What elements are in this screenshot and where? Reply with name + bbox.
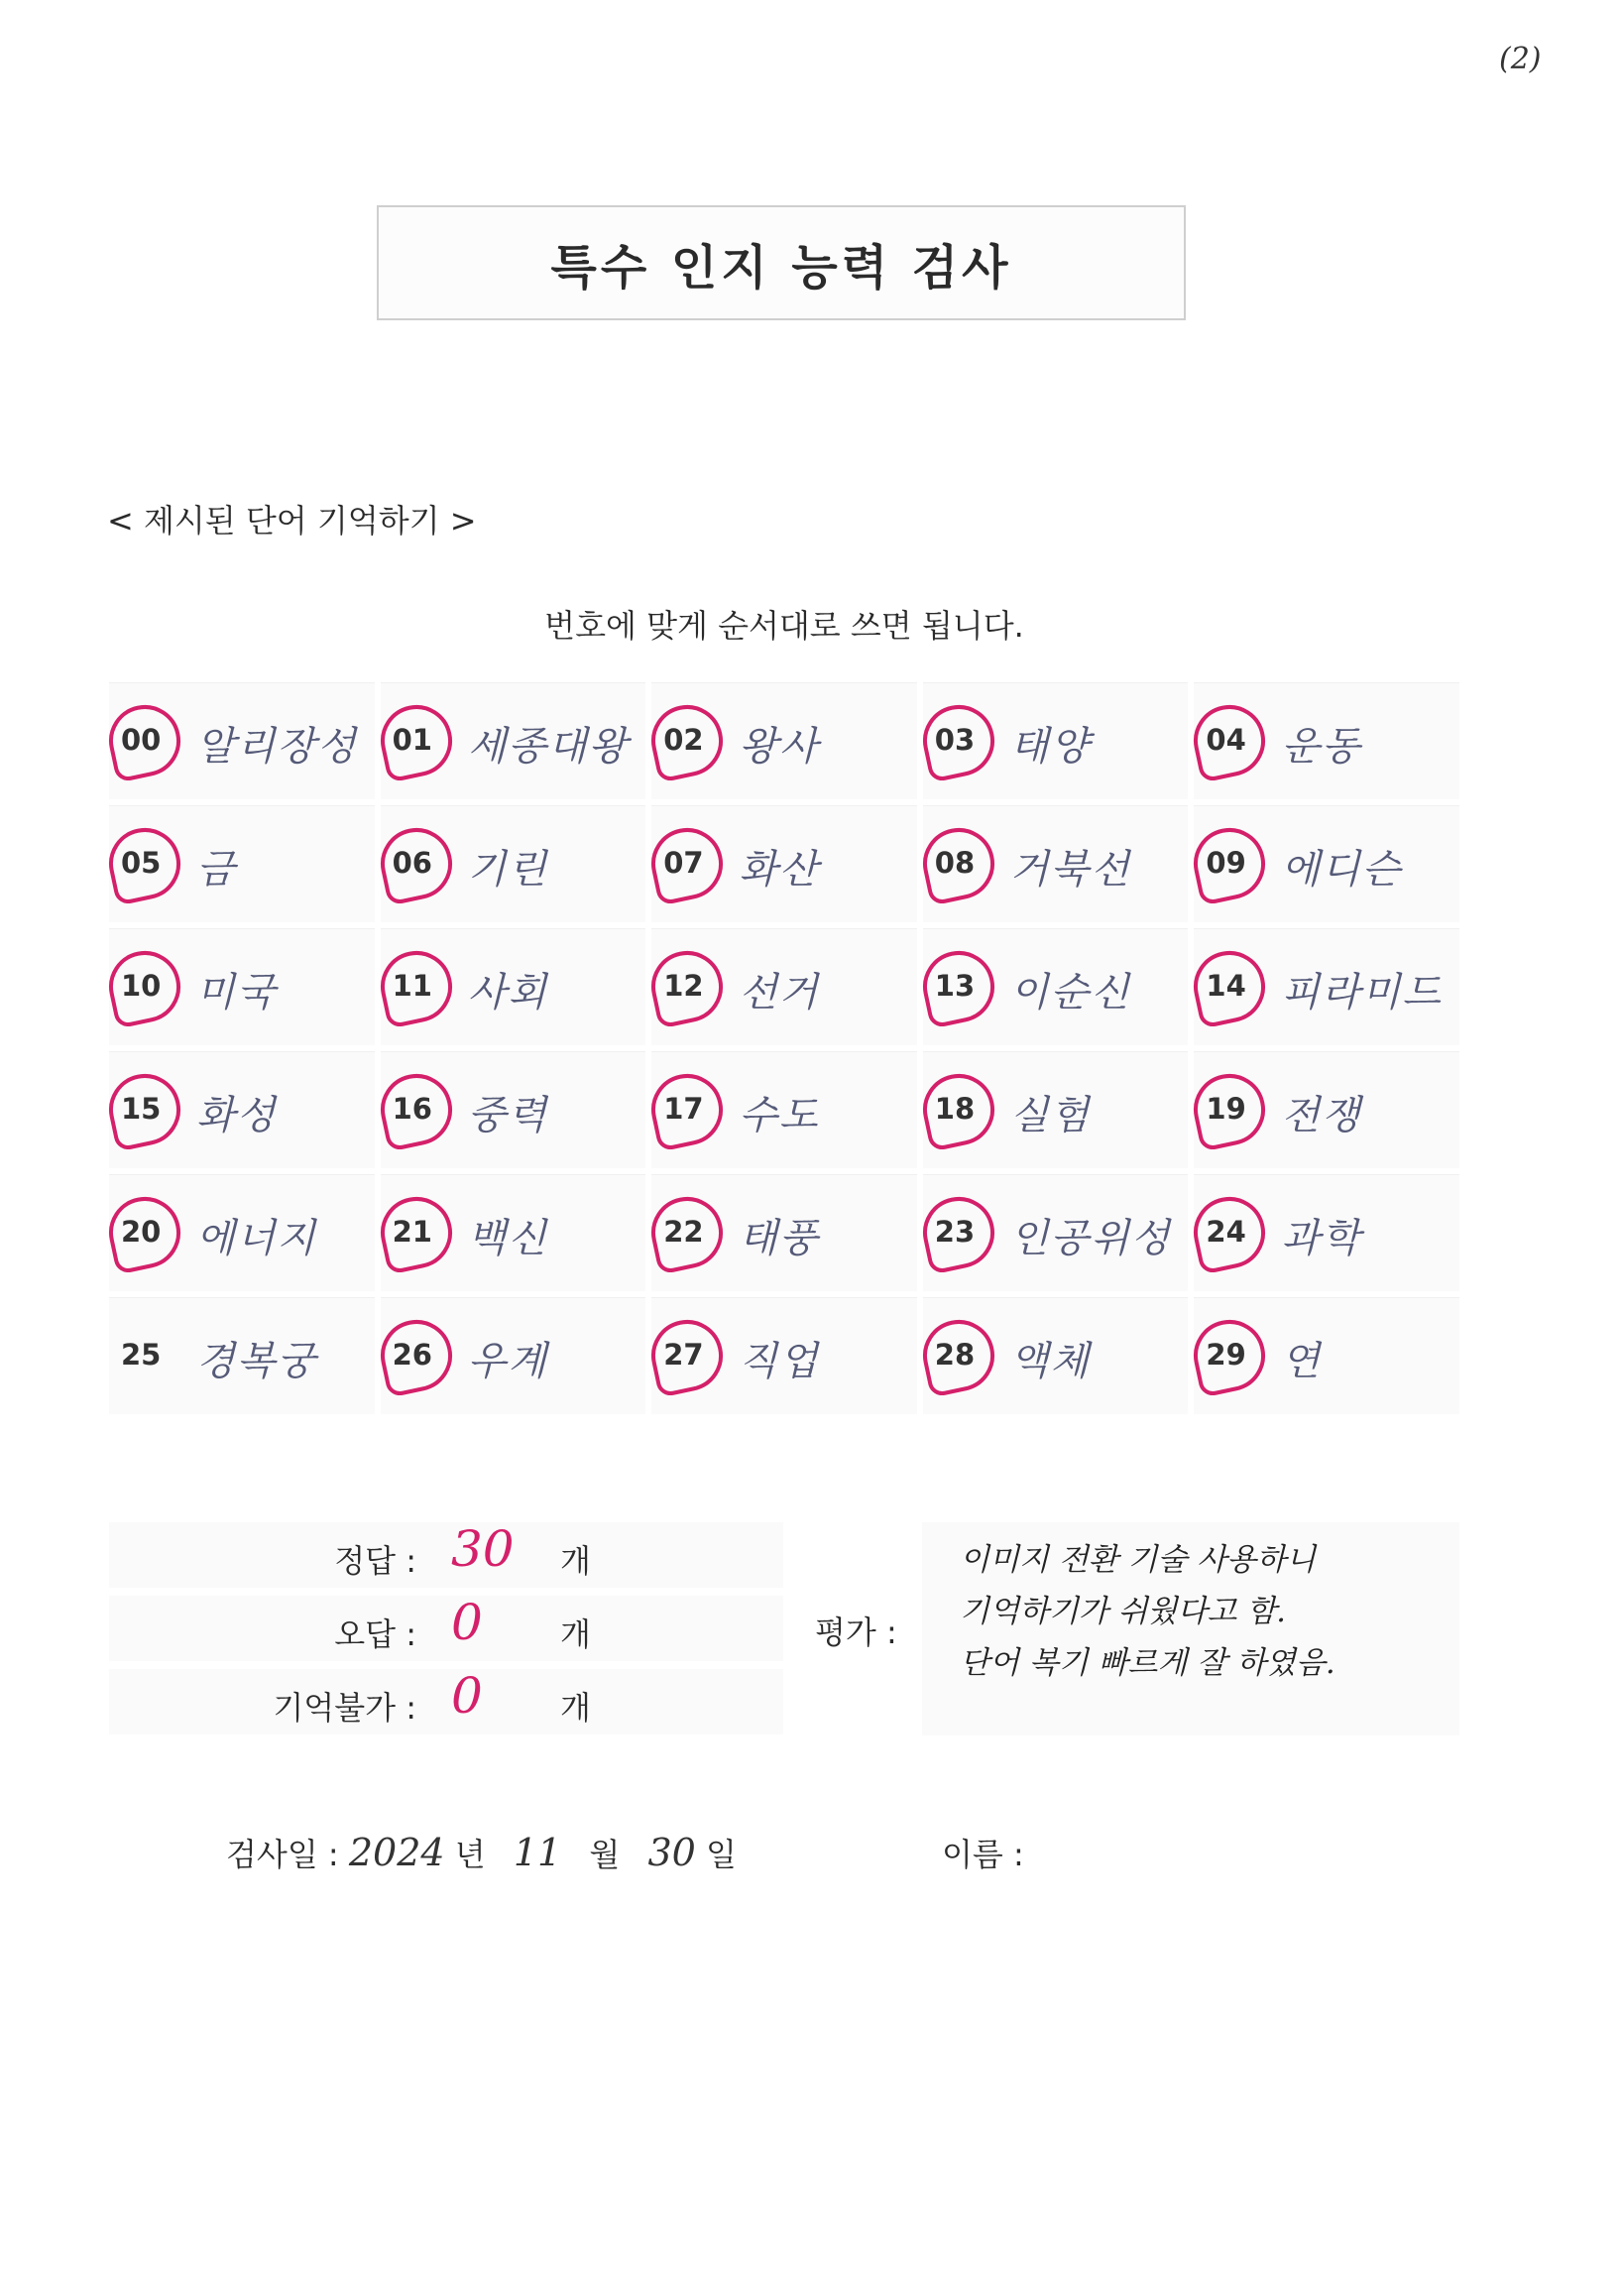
score-unit: 개 [560,1542,591,1580]
date-month-unit: 월 [589,1836,621,1873]
word-cell [1194,805,1459,922]
score-label: 정답 : [334,1542,416,1580]
handwritten-word: 사회 [467,970,548,1016]
word-number: 09 [1206,846,1246,880]
word-cell [381,928,646,1045]
score-summary [109,1522,783,1735]
word-cell [1194,1051,1459,1168]
word-cell [381,805,646,922]
date-day: 30 [647,1831,696,1874]
handwritten-word: 중력 [467,1093,548,1138]
handwritten-word: 에너지 [196,1216,317,1261]
word-cell [109,682,375,799]
section-title: < 제시된 단어 기억하기 > [107,502,477,539]
score-unit: 개 [560,1615,591,1653]
score-row-wrong [109,1596,783,1661]
handwritten-word: 화성 [196,1093,278,1138]
handwritten-word: 경복궁 [196,1339,317,1384]
word-grid [109,682,1459,1414]
word-cell [923,1174,1189,1291]
word-number: 15 [121,1092,162,1126]
word-cell [923,1297,1189,1414]
score-value-handwritten: 0 [451,1594,483,1651]
word-cell [1194,1297,1459,1414]
date-label: 검사일 : [226,1836,339,1873]
word-cell [381,1174,646,1291]
date-day-unit: 일 [706,1836,737,1873]
handwritten-word: 우계 [467,1339,548,1384]
word-number: 26 [392,1338,432,1372]
handwritten-word: 알리장성 [196,724,358,770]
handwritten-word: 액체 [1009,1339,1092,1384]
handwritten-word: 백신 [467,1216,548,1261]
name-label: 이름 : [942,1836,1024,1873]
title-box [377,205,1186,320]
page-number: (2) [1499,42,1542,76]
evaluation-box [922,1522,1459,1735]
evaluation-line: 이미지 전환 기술 사용하니 [960,1542,1316,1578]
word-cell [923,805,1189,922]
date-year: 2024 [348,1831,445,1874]
word-cell [381,1297,646,1414]
score-row-correct [109,1522,783,1588]
handwritten-word: 화산 [739,847,820,893]
word-number: 17 [663,1092,704,1126]
word-number: 02 [663,723,704,757]
word-cell [109,928,375,1045]
word-table [109,565,1459,1414]
word-number: 20 [121,1215,162,1249]
handwritten-word: 전쟁 [1281,1093,1362,1138]
word-cell [1194,1174,1459,1291]
word-cell [381,682,646,799]
score-value-handwritten: 0 [451,1667,483,1725]
score-label: 기억불가 : [273,1689,416,1727]
test-date [226,1830,737,1875]
handwritten-word: 미국 [196,970,278,1016]
word-number: 29 [1206,1338,1246,1372]
handwritten-word: 피라미드 [1281,970,1443,1016]
word-number: 08 [934,846,976,880]
word-number: 19 [1206,1092,1246,1126]
evaluation-line: 단어 복기 빠르게 잘 하였음. [960,1645,1335,1681]
handwritten-word: 거북선 [1009,847,1131,893]
page-title: 특수 인지 능력 검사 [550,239,1012,296]
word-number: 13 [934,969,976,1003]
score-label: 오답 : [334,1615,416,1653]
handwritten-word: 연 [1281,1339,1323,1384]
date-year-unit: 년 [454,1836,486,1873]
word-number: 18 [934,1092,976,1126]
word-number: 25 [121,1338,162,1372]
handwritten-word: 실험 [1009,1093,1092,1138]
handwritten-word: 에디슨 [1281,847,1403,893]
evaluation-label: 평가 : [815,1613,897,1651]
word-cell [923,928,1189,1045]
word-cell [109,1051,375,1168]
word-cell [1194,928,1459,1045]
word-number: 21 [392,1215,432,1249]
word-cell [923,1051,1189,1168]
word-number: 27 [663,1338,704,1372]
handwritten-word: 기린 [467,847,548,893]
word-number: 07 [663,846,704,880]
word-cell [651,682,917,799]
word-number: 04 [1206,723,1246,757]
word-cell [1194,682,1459,799]
word-number: 06 [392,846,432,880]
word-number: 24 [1206,1215,1246,1249]
word-number: 10 [121,969,162,1003]
word-cell [109,805,375,922]
word-number: 14 [1206,969,1246,1003]
handwritten-word: 이순신 [1009,970,1131,1016]
word-number: 22 [663,1215,704,1249]
handwritten-word: 선거 [739,970,820,1016]
handwritten-word: 세종대왕 [467,724,630,770]
word-number: 28 [934,1338,976,1372]
word-number: 00 [121,723,162,757]
word-number: 12 [663,969,704,1003]
word-number: 16 [392,1092,432,1126]
word-number: 01 [392,723,432,757]
instruction-text: 번호에 맞게 순서대로 쓰면 됩니다. [544,607,1024,645]
score-panel [109,1522,1459,1735]
word-cell [651,1174,917,1291]
handwritten-word: 태양 [1009,724,1092,770]
handwritten-word: 운동 [1281,724,1362,770]
handwritten-word: 태풍 [739,1216,820,1261]
handwritten-word: 왕사 [739,724,820,770]
word-cell [651,805,917,922]
word-cell [651,1051,917,1168]
word-cell [381,1051,646,1168]
handwritten-word: 금 [196,847,237,893]
word-number: 11 [392,969,432,1003]
handwritten-word: 인공위성 [1009,1216,1172,1261]
word-number: 23 [934,1215,976,1249]
score-row-unremembered [109,1669,783,1734]
handwritten-word: 직업 [739,1339,820,1384]
score-unit: 개 [560,1689,591,1727]
handwritten-word: 과학 [1281,1216,1362,1261]
word-cell [923,682,1189,799]
word-number: 05 [121,846,162,880]
score-value-handwritten: 30 [451,1520,515,1578]
word-cell [651,1297,917,1414]
handwritten-word: 수도 [739,1093,820,1138]
word-cell [109,1174,375,1291]
word-cell [651,928,917,1045]
word-cell [109,1297,375,1414]
evaluation-line: 기억하기가 쉬웠다고 함. [960,1594,1287,1629]
word-number: 03 [934,723,976,757]
date-month: 11 [513,1831,562,1874]
